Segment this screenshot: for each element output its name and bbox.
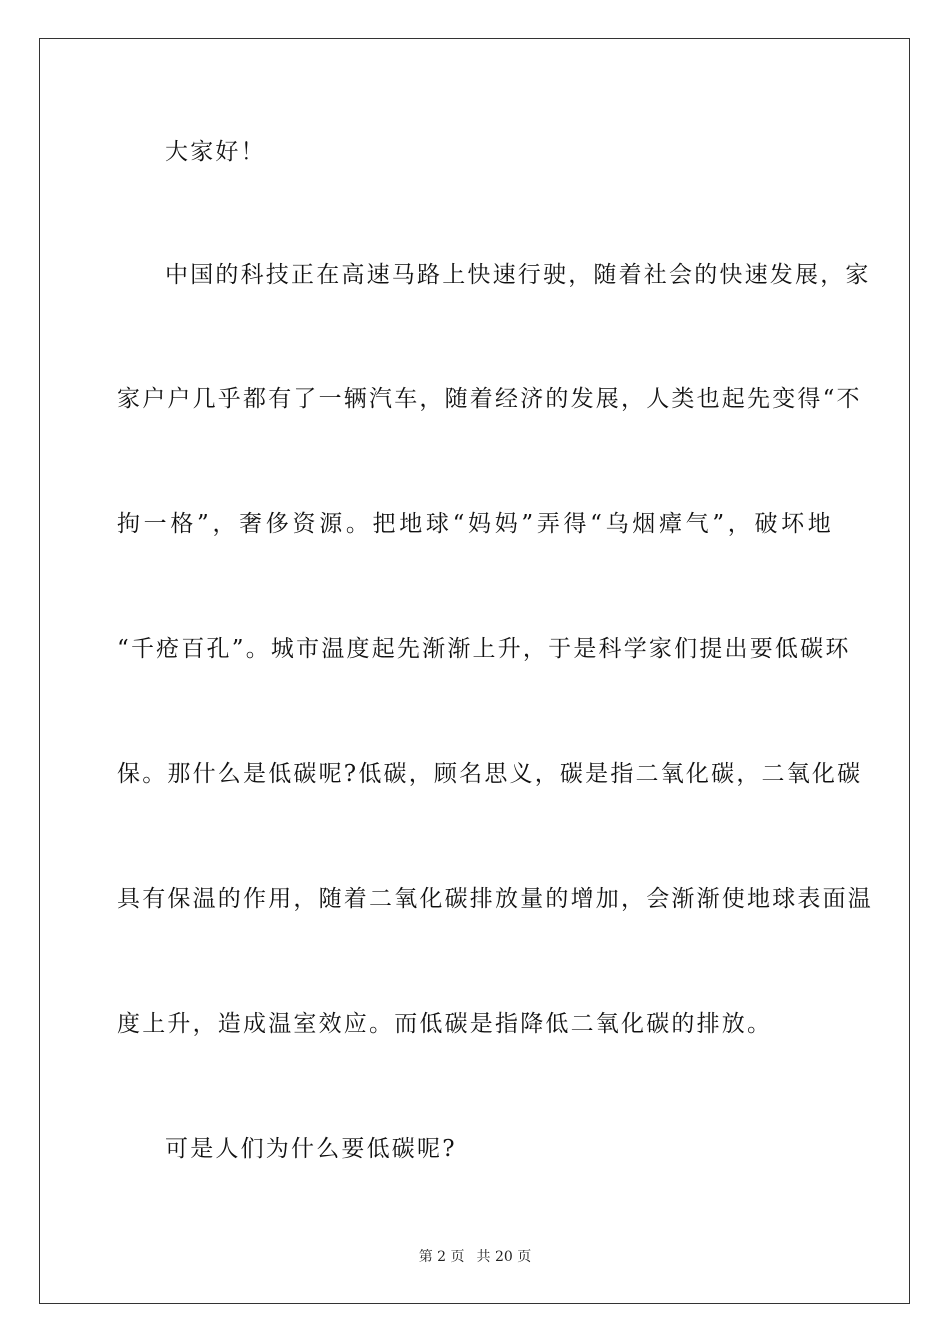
paragraph-line: 中国的科技正在高速马路上快速行驶，随着社会的快速发展，家 bbox=[165, 262, 871, 288]
paragraph-line: 保。那什么是低碳呢?低碳，顾名思义，碳是指二氧化碳，二氧化碳 bbox=[117, 761, 863, 787]
greeting-line: 大家好！ bbox=[165, 139, 266, 165]
paragraph-line: 拘一格”，奢侈资源。把地球“妈妈”弄得“乌烟瘴气”，破坏地 bbox=[117, 511, 833, 537]
page-total: 共 20 页 bbox=[476, 1249, 532, 1265]
page-footer bbox=[0, 1247, 950, 1267]
paragraph-line: 家户户几乎都有了一辆汽车，随着经济的发展，人类也起先变得“不 bbox=[117, 386, 862, 412]
paragraph-line: 度上升，造成温室效应。而低碳是指降低二氧化碳的排放。 bbox=[117, 1011, 773, 1037]
page-frame bbox=[39, 38, 910, 1304]
paragraph-line: “千疮百孔”。城市温度起先渐渐上升，于是科学家们提出要低碳环 bbox=[117, 636, 851, 662]
page-number: 第 2 页 bbox=[418, 1249, 465, 1265]
paragraph-line: 具有保温的作用，随着二氧化碳排放量的增加，会渐渐使地球表面温 bbox=[117, 886, 873, 912]
question-line: 可是人们为什么要低碳呢? bbox=[165, 1136, 457, 1162]
